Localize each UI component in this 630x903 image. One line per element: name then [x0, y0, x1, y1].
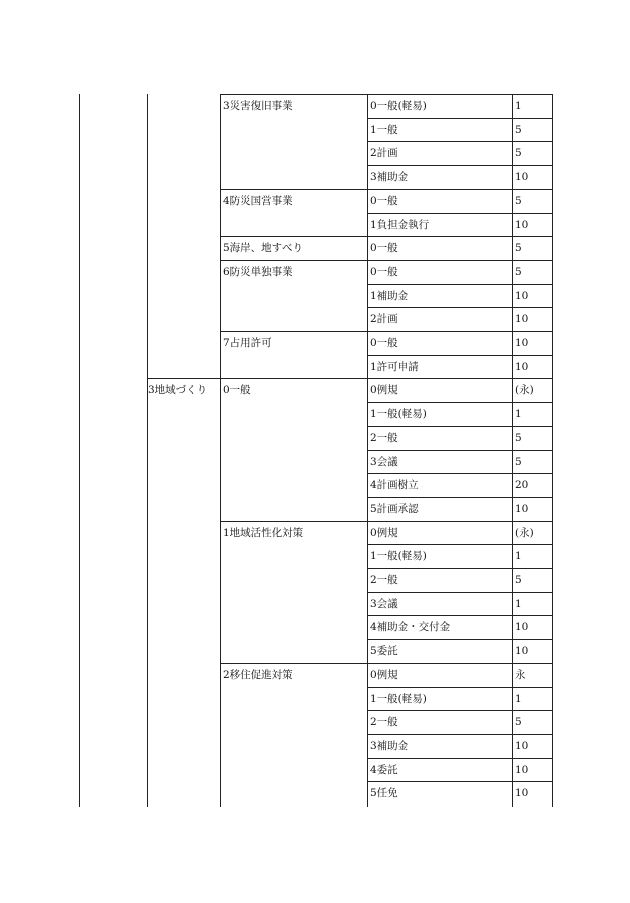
group-label: 1地域活性化対策 [223, 526, 304, 539]
item-cell: 2一般 [370, 431, 398, 444]
item-cell: 0一般 [370, 242, 398, 255]
retention-period-cell: 10 [515, 621, 529, 634]
item-cell: 0例規 [370, 668, 398, 681]
retention-period-cell: 1 [515, 597, 522, 610]
retention-period-cell: 20 [515, 479, 529, 492]
retention-period-cell: 10 [515, 218, 529, 231]
retention-period-cell: 10 [515, 645, 529, 658]
retention-period-cell: 10 [515, 787, 529, 800]
row-rule [367, 544, 552, 545]
group-rule [220, 331, 552, 332]
group-rule [220, 94, 552, 95]
item-cell: 4補助金・交付金 [370, 621, 451, 634]
row-rule [367, 615, 552, 616]
item-cell: 0一般 [370, 194, 398, 207]
row-rule [367, 687, 552, 688]
row-rule [367, 284, 552, 285]
group-label: 2移住促進対策 [223, 668, 293, 681]
group-rule [220, 521, 552, 522]
retention-period-cell: 5 [515, 123, 522, 136]
row-rule [367, 213, 552, 214]
retention-period-cell: 10 [515, 313, 529, 326]
retention-period-cell: 5 [515, 265, 522, 278]
retention-period-cell: 1 [515, 692, 522, 705]
retention-period-cell: 5 [515, 431, 522, 444]
retention-period-cell: 5 [515, 242, 522, 255]
retention-period-cell: (永) [515, 384, 534, 397]
retention-period-cell: 1 [515, 100, 522, 112]
item-cell: 5任免 [370, 787, 398, 800]
group-rule [220, 378, 552, 379]
item-cell: 1許可申請 [370, 360, 419, 373]
item-cell: 3補助金 [370, 739, 409, 752]
row-rule [367, 781, 552, 782]
item-cell: 2一般 [370, 716, 398, 729]
item-cell: 1一般(軽易) [370, 408, 427, 421]
retention-period-cell: 10 [515, 360, 529, 373]
retention-period-cell: 1 [515, 408, 522, 421]
retention-period-cell: 5 [515, 194, 522, 207]
row-rule [367, 307, 552, 308]
item-cell: 1補助金 [370, 289, 409, 302]
row-rule [367, 426, 552, 427]
item-cell: 0例規 [370, 384, 398, 397]
item-cell: 1一般(軽易) [370, 550, 427, 563]
retention-period-cell: 5 [515, 574, 522, 586]
row-rule [367, 758, 552, 759]
item-cell: 0一般(軽易) [370, 100, 427, 112]
group-rule [220, 236, 552, 237]
row-rule [367, 141, 552, 142]
retention-period-cell: 5 [515, 716, 522, 729]
retention-period-cell: 永 [515, 668, 526, 681]
row-rule [367, 118, 552, 119]
retention-period-cell: 5 [515, 455, 522, 468]
item-cell: 0一般 [370, 337, 398, 349]
column-rule-5 [552, 94, 553, 807]
item-cell: 3会議 [370, 455, 398, 468]
row-rule [367, 639, 552, 640]
group-rule [220, 663, 552, 664]
row-rule [367, 568, 552, 569]
item-cell: 2一般 [370, 574, 398, 586]
retention-period-cell: 10 [515, 289, 529, 302]
item-cell: 5計画承認 [370, 502, 419, 515]
item-cell: 4計画樹立 [370, 479, 419, 492]
retention-period-cell: 10 [515, 171, 529, 184]
group-label: 6防災単独事業 [223, 265, 293, 278]
item-cell: 0一般 [370, 265, 398, 278]
item-cell: 0例規 [370, 526, 398, 539]
retention-period-cell: 10 [515, 502, 529, 515]
item-cell: 1一般 [370, 123, 398, 136]
group-label: 7占用許可 [223, 337, 272, 349]
item-cell: 2計画 [370, 313, 398, 326]
section-label: 3地域づくり [148, 384, 208, 397]
group-rule [220, 260, 552, 261]
row-rule [367, 497, 552, 498]
retention-period-cell: 5 [515, 147, 522, 160]
group-label: 0一般 [223, 384, 251, 397]
item-cell: 1負担金執行 [370, 218, 430, 231]
item-cell: 3補助金 [370, 171, 409, 184]
item-cell: 3会議 [370, 597, 398, 610]
column-rule-1 [147, 94, 148, 807]
retention-period-cell: 10 [515, 739, 529, 752]
item-cell: 5委託 [370, 645, 398, 658]
group-rule [220, 189, 552, 190]
row-rule [367, 710, 552, 711]
row-rule [367, 734, 552, 735]
row-rule [367, 355, 552, 356]
group-label: 3災害復旧事業 [223, 100, 293, 112]
item-cell: 1一般(軽易) [370, 692, 427, 705]
retention-period-cell: 10 [515, 763, 529, 776]
row-rule [367, 450, 552, 451]
retention-period-cell: 1 [515, 550, 522, 563]
retention-period-cell: 10 [515, 337, 529, 349]
group-label: 5海岸、地すべり [223, 242, 303, 255]
row-rule [367, 402, 552, 403]
column-rule-2 [220, 94, 221, 807]
row-rule [367, 473, 552, 474]
item-cell: 2計画 [370, 147, 398, 160]
row-rule [367, 165, 552, 166]
group-label: 4防災国営事業 [223, 194, 293, 207]
retention-period-cell: (永) [515, 526, 534, 539]
item-cell: 4委託 [370, 763, 398, 776]
row-rule [367, 592, 552, 593]
column-rule-0 [79, 94, 80, 807]
